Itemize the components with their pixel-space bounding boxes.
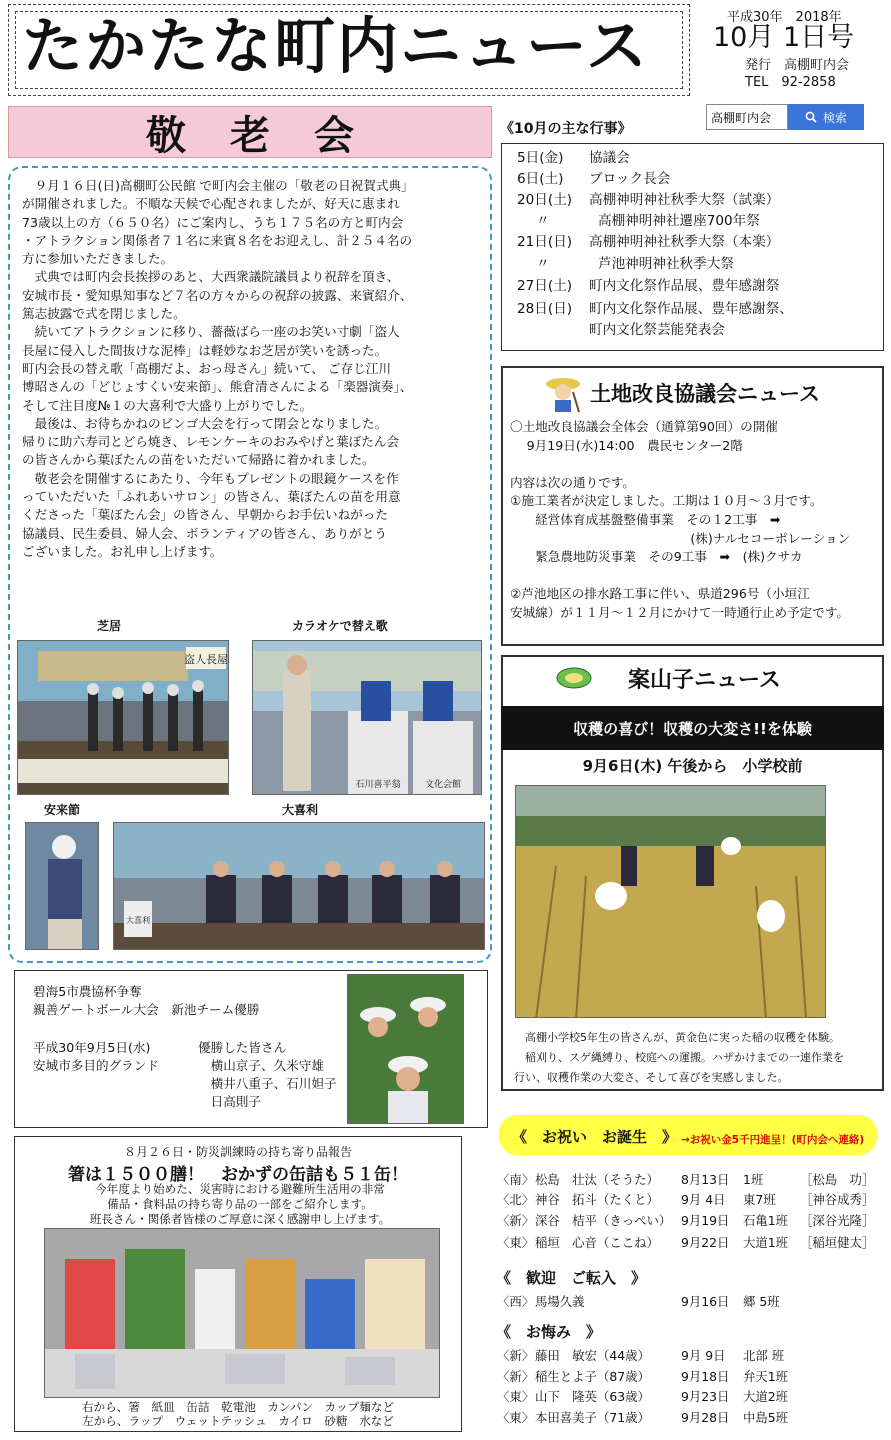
kakashi-banner: 収穫の喜び！収穫の大変さ!!を体験 xyxy=(501,706,884,750)
welcome-name: 馬場久義 xyxy=(535,1294,585,1309)
birth-han: 大道1班 xyxy=(743,1235,789,1250)
birth-parent: ［松島 功］ xyxy=(800,1172,875,1187)
gateball-line1: 碧海5市農協杯争奪 xyxy=(33,984,142,999)
event-name: 高棚神明神社秋季大祭（試楽） xyxy=(589,192,780,208)
caption-shibai: 芝居 xyxy=(97,619,122,633)
tochi-title: 土地改良協議会ニュース xyxy=(590,382,820,406)
welcome-title: 《 歓迎 ご転入 》 xyxy=(496,1269,647,1287)
birth-name: 神谷 拓斗（たくと） xyxy=(535,1192,659,1207)
bousai-caption: 右から、箸 紙皿 缶詰 乾電池 カンパン カップ麺など 左から、ラップ ウェットテッシュ カイロ 砂糖 水など xyxy=(81,1400,395,1428)
event-name: 町内文化祭芸能発表会 xyxy=(589,322,725,338)
publisher: 発行 高棚町内会 xyxy=(745,58,850,73)
keirokai-title: 敬老会 xyxy=(146,111,398,159)
condolence-area: 〈東〉 xyxy=(497,1410,535,1425)
condolence-area: 〈新〉 xyxy=(497,1348,535,1363)
kakashi-subtitle: 9月6日(木) 午後から 小学校前 xyxy=(582,757,803,775)
event-name: 高棚神明神社遷座700年祭 xyxy=(598,213,760,229)
photo-rice-harvest xyxy=(515,785,826,1018)
oiwai-note: →お祝い金5千円進呈！(町内会へ連絡) xyxy=(681,1134,865,1146)
welcome-area: 〈西〉 xyxy=(497,1294,535,1309)
caption-yasugi: 安来節 xyxy=(44,803,81,817)
event-date: 〃 xyxy=(536,256,550,272)
birth-han: 石亀1班 xyxy=(743,1213,789,1228)
condolence-date: 9月23日 xyxy=(681,1389,730,1404)
search-input[interactable] xyxy=(706,104,788,130)
birth-parent: ［深谷光隆］ xyxy=(800,1213,875,1228)
condolence-name: 本田喜美子（71歳） xyxy=(535,1410,650,1425)
event-name: 高棚神明神社秋季大祭（本楽） xyxy=(589,234,780,250)
scarecrow-logo-icon xyxy=(556,667,592,689)
welcome-date: 9月16日 xyxy=(681,1294,730,1309)
bousai-line1: ８月２６日・防災訓練時の持ち寄り品報告 xyxy=(123,1145,352,1159)
issue-date: 10月 1日号 xyxy=(713,22,855,53)
gateball-winners: 横山京子、久米守雄 横井八重子、石川妲子 日高則子 xyxy=(210,1058,337,1109)
condolence-han: 北部 班 xyxy=(743,1348,785,1363)
photo-sign2: 文化会館 xyxy=(424,780,462,790)
condolence-han: 中島5班 xyxy=(743,1410,789,1425)
caption-karaoke: カラオケで替え歌 xyxy=(292,619,388,633)
search-icon xyxy=(805,111,817,123)
condolence-name: 稲生とよ子（87歳） xyxy=(535,1369,650,1384)
masthead-title: たかたな町内ニュース xyxy=(22,11,649,82)
bousai-line2: 箸は１５００膳！ おかずの缶詰も５１缶！ xyxy=(68,1165,408,1185)
birth-name: 稲垣 心音（ここね） xyxy=(535,1235,659,1250)
birth-parent: ［稲垣健太］ xyxy=(800,1235,875,1250)
event-date: 〃 xyxy=(536,213,550,229)
gateball-line2: 親善ゲートボール大会 新池チーム優勝 xyxy=(33,1002,260,1017)
photo-gateball-team xyxy=(347,974,464,1124)
condolence-area: 〈東〉 xyxy=(497,1389,535,1404)
condolence-date: 9月18日 xyxy=(681,1369,730,1384)
condolence-date: 9月 9日 xyxy=(681,1348,726,1363)
photo-emergency-supplies xyxy=(44,1228,440,1398)
birth-name: 松島 壮汰（そうた） xyxy=(535,1172,659,1187)
search-button[interactable] xyxy=(788,104,864,130)
event-name: 芦池神明神社秋季大祭 xyxy=(598,256,734,272)
event-date: 20日(土) xyxy=(517,192,573,208)
photo-shibai xyxy=(17,640,229,795)
caption-ogiri: 大喜利 xyxy=(282,803,319,817)
condolence-han: 大道2班 xyxy=(743,1389,789,1404)
birth-area: 〈北〉 xyxy=(497,1192,535,1207)
kakashi-caption: 高棚小学校5年生の皆さんが、黄金色に実った稲の収穫を体験。 稲刈り、スゲ縄縛り、校庭への運搬。ハザかけまでの一連作業を 行い、収穫作業の大変さ、そして喜びを実感しました。 xyxy=(514,1031,844,1084)
birth-name: 深谷 桔平（きっぺい） xyxy=(535,1213,672,1228)
event-date: 28日(日) xyxy=(517,301,573,317)
photo-banner-text: 盗人長屋 xyxy=(184,653,228,666)
birth-han: 1班 xyxy=(743,1172,764,1187)
birth-date: 8月13日 xyxy=(681,1172,730,1187)
condolence-title: 《 お悔み 》 xyxy=(496,1323,602,1341)
birth-han: 東7班 xyxy=(743,1192,776,1207)
keirokai-body: ９月１６日(日)高棚町公民館 で町内会主催の「敬老の日祝賀式典」 が開催されました。不順な天候で心配されましたが、好天に恵まれ 73歳以上の方（６５０名）にご案内し、うち１７５名の方と町内会 ・アトラクション関係者７１名に来賓８名をお迎えし、計２５４名の 方に参加いただきました。 式典では町内会長挨拶のあと、大西衆議院議員より祝辞を頂き、 安城市長・愛知県知事など７名の方々からの祝辞の披露、来賓紹介、 篤志披露で式を閉じました。 続いてアトラクションに移り、薔薇ばら一座のお笑い寸劇「盗人 長屋に侵入した間抜けな泥棒」は軽妙なお芝居が笑いを誘った。 町内会長の替え歌「高棚だよ、おっ母さん」続いて、 ご存じ江川 博昭さんの「どじょすくい安来節」、熊倉清さんによる「楽器演奏」、 そして注目度№１の大喜利で大盛り上がりでした。 最後は、お待ちかねのビンゴ大会を行って閉会となりました。 帰りに助六寿司とどら焼き、レモンケーキのおみやげと葉ぼたん会 の皆さんから葉ぼたんの苗をいただいて帰路に着かれました。 敬老会を開催するにあたり、今年もプレゼントの眼鏡ケースを作 っていただいた「ふれあいサロン」の皆さん、葉ぼたんの苗を用意 くださった「葉ぼたん会」の皆さん、早朝からお手伝いねがった 協議員、民生委員、婦人会、ボランティアの皆さん、ありがとう ございました。お礼申し上げます。 xyxy=(22,178,414,559)
events-heading: 《10月の主な行事》 xyxy=(500,121,632,137)
gateball-place: 安城市多目的グランド xyxy=(33,1058,159,1073)
photo-sign3: 大喜利 xyxy=(126,916,150,925)
bousai-line3: 今年度より始めた、災害時における避難所生活用の非常 備品・食料品の持ち寄り品の一部をご紹介します。 班長さん・関係者皆様のご厚意に深く感謝申し上げます。 xyxy=(89,1182,391,1226)
event-name: 協議会 xyxy=(589,150,630,166)
birth-area: 〈東〉 xyxy=(497,1235,535,1250)
tel: TEL 92-2858 xyxy=(745,75,836,90)
condolence-han: 弁天1班 xyxy=(743,1369,789,1384)
event-name: 町内文化祭作品展、豊年感謝祭 xyxy=(589,278,780,294)
birth-area: 〈新〉 xyxy=(497,1213,535,1228)
event-date: 5日(金) xyxy=(517,150,564,166)
event-name: 町内文化祭作品展、豊年感謝祭、 xyxy=(589,301,793,317)
publisher-info xyxy=(745,57,849,91)
era-line: 平成30年 2018年 xyxy=(727,10,842,25)
tochi-body: 〇土地改良協議会全体会（通算第90回）の開催 9月19日(水)14:00 農民センター2階 内容は次の通りです。 ①施工業者が決定しました。工期は１０月～３月です。 経営体育成基盤整備事業 その１2工事 ➡ (株)ナルセコーポレーション 緊急農地防災事業 その9工事 ➡ (株)クサカ ②芦池地区の排水路工事に伴い、県道296号（小垣江 安城線）が１１月～１２月にかけて一時通行止め予定です。 xyxy=(510,419,851,620)
birth-date: 9月 4日 xyxy=(681,1192,726,1207)
event-date: 6日(土) xyxy=(517,171,564,187)
kakashi-title: 案山子ニュース xyxy=(628,668,781,693)
photo-sign1: 石川喜平翁 xyxy=(355,780,401,790)
oiwai-title: 《 お祝い お誕生 》 xyxy=(512,1128,678,1146)
welcome-han: 郷 5班 xyxy=(743,1294,780,1309)
photo-yasugi xyxy=(25,822,99,950)
condolence-name: 藤田 敏宏（44歳） xyxy=(535,1348,650,1363)
event-date: 21日(日) xyxy=(517,234,573,250)
birth-date: 9月19日 xyxy=(681,1213,730,1228)
condolence-area: 〈新〉 xyxy=(497,1369,535,1384)
condolence-date: 9月28日 xyxy=(681,1410,730,1425)
condolence-name: 山下 隆英（63歳） xyxy=(535,1389,650,1404)
event-date: 27日(土) xyxy=(517,278,573,294)
event-name: ブロック長会 xyxy=(589,171,671,187)
gateball-winners-label: 優勝した皆さん xyxy=(198,1040,287,1055)
search-button-label: 検索 xyxy=(822,110,847,125)
photo-karaoke xyxy=(252,640,482,795)
birth-area: 〈南〉 xyxy=(497,1172,535,1187)
birth-parent: ［神谷成秀］ xyxy=(800,1192,875,1207)
photo-ogiri xyxy=(113,822,485,950)
birth-date: 9月22日 xyxy=(681,1235,730,1250)
gateball-date: 平成30年9月5日(水) xyxy=(33,1040,151,1055)
farmer-icon xyxy=(543,374,583,414)
